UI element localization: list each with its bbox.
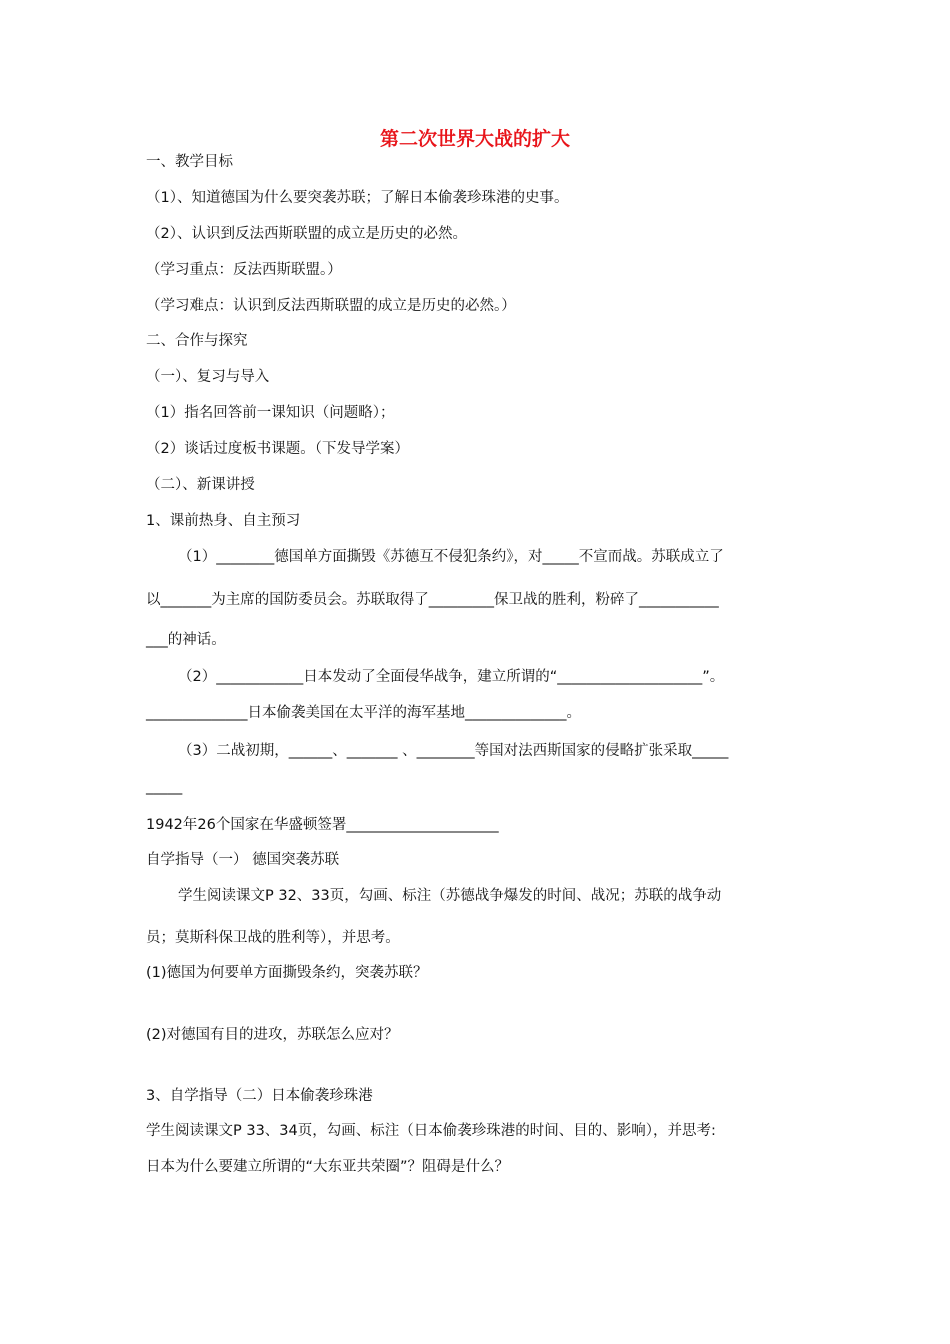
subsection-heading: （二）、新课讲授 <box>146 477 255 493</box>
text-line: （2）、认识到反法西斯联盟的成立是历史的必然。 <box>146 226 467 242</box>
text-line: （1）、知道德国为什么要突袭苏联；了解日本偷袭珍珠港的史事。 <box>146 190 569 206</box>
fill-blank-line: _____ <box>146 779 183 795</box>
section-heading: 二、合作与探究 <box>146 333 248 349</box>
text-line: （学习重点：反法西斯联盟。） <box>146 262 342 278</box>
fill-blank-line: （3）二战初期，______、_______ 、________等国对法西斯国家的侵略扩张采取_____ <box>178 743 729 759</box>
question-line: (2)对德国有目的进攻，苏联怎么应对？ <box>146 1027 399 1043</box>
fill-blank-line: （2）____________日本发动了全面侵华战争，建立所谓的“____________________”。 <box>178 669 725 685</box>
text-line: （2）谈话过度板书课题。（下发导学案） <box>146 441 409 457</box>
subsection-heading: 自学指导（一） 德国突袭苏联 <box>146 852 340 868</box>
question-line: 日本为什么要建立所谓的“大东亚共荣圈”？阻碍是什么？ <box>146 1159 510 1175</box>
text-line: （学习难点：认识到反法西斯联盟的成立是历史的必然。） <box>146 298 516 314</box>
question-line: (1)德国为何要单方面撕毁条约，突袭苏联？ <box>146 965 428 981</box>
text-line: （1）指名回答前一课知识（问题略）； <box>146 405 395 421</box>
fill-blank-line: 1942年26个国家在华盛顿签署_____________________ <box>146 817 499 833</box>
subsection-heading: 3、自学指导（二）日本偷袭珍珠港 <box>146 1088 373 1104</box>
fill-blank-line: 以_______为主席的国防委员会。苏联取得了_________保卫战的胜利，粉碎了___________ <box>146 592 719 608</box>
text-line: 学生阅读课文P 32、33页，勾画、标注（苏德战争爆发的时间、战况；苏联的战争动 <box>178 888 722 904</box>
section-heading: 一、教学目标 <box>146 154 233 170</box>
fill-blank-line: ___的神话。 <box>146 632 226 648</box>
subsection-heading: （一）、复习与导入 <box>146 369 270 385</box>
text-line: 学生阅读课文P 33、34页，勾画、标注（日本偷袭珍珠港的时间、目的、影响），并思考: <box>146 1123 716 1139</box>
document-title: 第二次世界大战的扩大 <box>379 128 570 150</box>
fill-blank-line: （1）________德国单方面撕毁《苏德互不侵犯条约》，对_____不宣而战。苏联成立了 <box>178 549 724 565</box>
text-line: 员；莫斯科保卫战的胜利等），并思考。 <box>146 930 400 946</box>
subsection-heading: 1、课前热身、自主预习 <box>146 513 301 529</box>
fill-blank-line: ______________日本偷袭美国在太平洋的海军基地______________。 <box>146 705 581 721</box>
